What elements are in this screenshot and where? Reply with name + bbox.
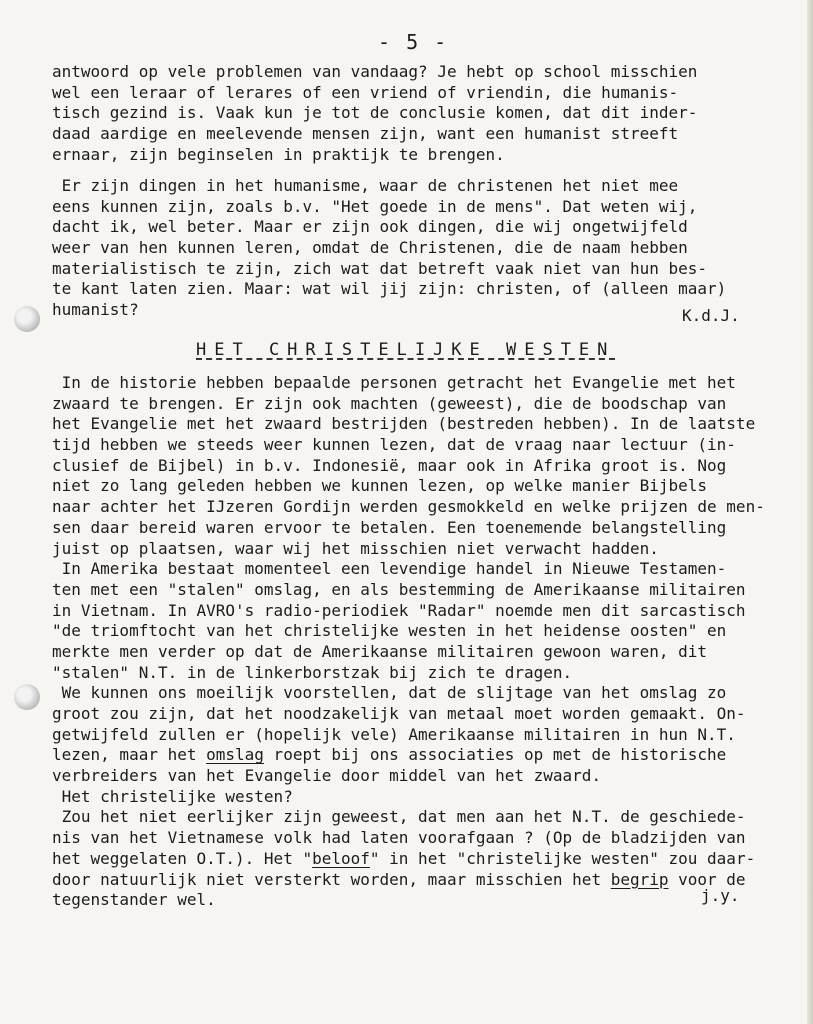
body-line: Het christelijke westen? [52,786,293,806]
signature-jy: j.y. [701,886,740,905]
underlined-word: beloof [312,848,370,868]
body-line: tegenstander wel. [52,890,216,910]
body-line: tijd hebben we steeds weer kunnen lezen, dat de vraag naar lectuur (in- [52,435,736,455]
body-line: ten met een "stalen" omslag, en als bestemming de Amerikaanse militairen [52,579,746,599]
body-line: lezen, maar het omslag roept bij ons associaties op met de historische [52,745,727,765]
para1-line: tisch gezind is. Vaak kun je tot de conclusie komen, dat dit inder- [52,103,698,123]
body-line: in Vietnam. In AVRO's radio-periodiek "Radar" noemde men dit sarcastisch [52,600,746,620]
body-line: We kunnen ons moeilijk voorstellen, dat de slijtage van het omslag zo [52,683,727,703]
body-line: zwaard te brengen. Er zijn ook machten (geweest), die de boodschap van [52,393,727,413]
body-line: In de historie hebben bepaalde personen getracht het Evangelie met het [52,373,736,392]
body-line: het weggelaten O.T.). Het "beloof" in het "christelijke westen" zou daar- [52,848,756,868]
body-line: clusief de Bijbel) in b.v. Indonesië, maar ook in Afrika groot is. Nog [52,455,727,475]
paragraph-humanism-differences [52,176,792,321]
para1-line: daad aardige en meelevende mensen zijn, want een humanist streeft [52,124,679,144]
body-line: door natuurlijk niet versterkt worden, maar misschien het begrip voor de [52,869,746,889]
body-line: naar achter het IJzeren Gordijn werden gesmokkeld en welke prijzen de men- [52,497,765,517]
para2-line: humanist? [52,300,139,320]
body-line: sen daar bereid waren ervoor te betalen. Een toenemende belangstelling [52,517,727,537]
body-line: merkte men verder op dat de Amerikaanse militairen gewoon waren, dit [52,641,708,661]
para2-line: dacht ik, wel beter. Maar er zijn ook dingen, die wij ongetwijfeld [52,217,688,237]
body-line: groot zou zijn, dat het noodzakelijk van metaal moet worden gemaakt. On- [52,704,746,723]
body-line: In Amerika bestaat momenteel een levendige handel in Nieuwe Testamen- [52,559,727,579]
signature-kdj: K.d.J. [682,306,740,325]
paragraph-humanism-intro [52,62,792,165]
body-line: getwijfeld zullen er (hopelijk vele) Amerikaanse militairen in hun N.T. [52,724,736,744]
article-body [52,373,792,911]
underlined-word: begrip [610,869,669,889]
page-number: - 5 - [378,30,449,54]
body-line: niet zo lang geleden hebben we kunnen lezen, op welke manier Bijbels [52,476,708,496]
body-line: verbreiders van het Evangelie door middel van het zwaard. [52,766,602,786]
body-line: Zou het niet eerlijker zijn geweest, dat men aan het N.T. de geschiede- [52,807,746,827]
para1-line: antwoord op vele problemen van vandaag? Je hebt op school misschien [52,62,698,81]
body-line: juist op plaatsen, waar wij het misschien niet verwacht hadden. [52,538,659,558]
punch-hole-bottom [14,684,40,710]
underlined-word: omslag [206,745,264,765]
section-title [196,340,615,360]
para2-line: eens kunnen zijn, zoals b.v. "Het goede in de mens". Dat weten wij, [52,196,698,216]
body-line: nis van het Vietnamese volk had laten voorafgaan ? (Op de bladzijden van [52,828,746,848]
punch-hole-top [14,306,40,332]
para1-line: ernaar, zijn beginselen in praktijk te brengen. [52,144,505,164]
para2-line: Er zijn dingen in het humanisme, waar de christenen het niet mee [52,176,679,195]
para2-line: te kant laten zien. Maar: wat wil jij zijn: christen, of (alleen maar) [52,279,727,299]
body-line: "de triomftocht van het christelijke westen in het heidense oosten" en [52,621,727,641]
body-line: "stalen" N.T. in de linkerborstzak bij zich te dragen. [52,662,573,682]
para2-line: materialistisch te zijn, zich wat dat betreft vaak niet van hun bes- [52,258,708,278]
page-edge-shadow [807,0,813,1024]
body-line: het Evangelie met het zwaard bestrijden (bestreden hebben). In de laatste [52,414,756,434]
para1-line: wel een leraar of lerares of een vriend of vriendin, die humanis- [52,82,679,102]
para2-line: weer van hen kunnen leren, omdat de Christenen, die de naam hebben [52,238,688,258]
section-title-text: HET CHRISTELIJKE WESTEN [196,340,616,360]
